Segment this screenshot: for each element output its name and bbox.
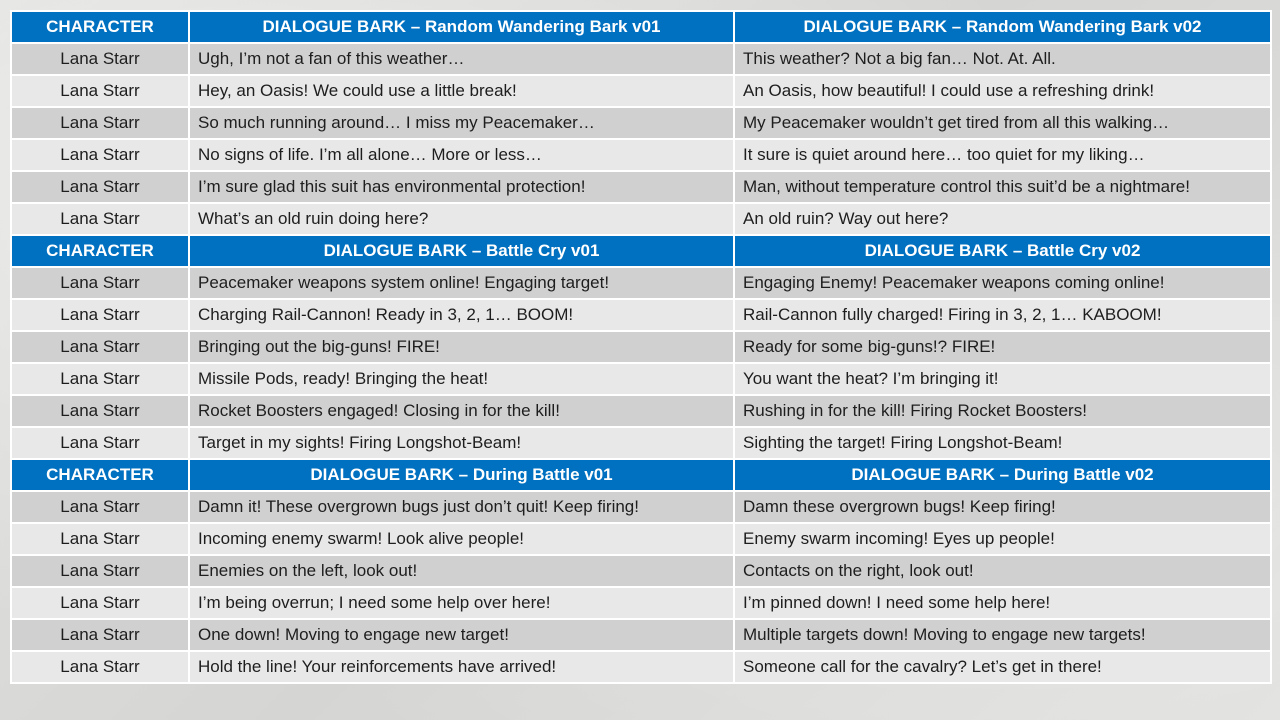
section-header-battle-cry [11, 235, 1271, 267]
table-row [11, 427, 1271, 459]
line-v01-cell: What’s an old ruin doing here? [189, 203, 734, 235]
character-cell: Lana Starr [11, 171, 189, 203]
table-row [11, 43, 1271, 75]
line-v02-cell: Damn these overgrown bugs! Keep firing! [734, 491, 1271, 523]
header-v02: DIALOGUE BARK – During Battle v02 [734, 459, 1271, 491]
character-cell: Lana Starr [11, 363, 189, 395]
section-header-random-wandering [11, 11, 1271, 43]
line-v02-cell: It sure is quiet around here… too quiet for my liking… [734, 139, 1271, 171]
line-v01-cell: Charging Rail-Cannon! Ready in 3, 2, 1… BOOM! [189, 299, 734, 331]
line-v02-cell: Contacts on the right, look out! [734, 555, 1271, 587]
line-v02-cell: An Oasis, how beautiful! I could use a refreshing drink! [734, 75, 1271, 107]
character-cell: Lana Starr [11, 555, 189, 587]
table-row [11, 491, 1271, 523]
table-row [11, 363, 1271, 395]
dialogue-bark-sheet [10, 10, 1270, 682]
line-v01-cell: I’m sure glad this suit has environmental protection! [189, 171, 734, 203]
table-row [11, 299, 1271, 331]
line-v01-cell: Incoming enemy swarm! Look alive people! [189, 523, 734, 555]
table-row [11, 75, 1271, 107]
line-v01-cell: No signs of life. I’m all alone… More or less… [189, 139, 734, 171]
character-cell: Lana Starr [11, 587, 189, 619]
line-v02-cell: Enemy swarm incoming! Eyes up people! [734, 523, 1271, 555]
line-v01-cell: Peacemaker weapons system online! Engaging target! [189, 267, 734, 299]
line-v01-cell: Rocket Boosters engaged! Closing in for the kill! [189, 395, 734, 427]
table-row [11, 139, 1271, 171]
character-cell: Lana Starr [11, 203, 189, 235]
line-v01-cell: So much running around… I miss my Peacemaker… [189, 107, 734, 139]
line-v01-cell: Missile Pods, ready! Bringing the heat! [189, 363, 734, 395]
header-v01: DIALOGUE BARK – Battle Cry v01 [189, 235, 734, 267]
table-row [11, 203, 1271, 235]
line-v01-cell: One down! Moving to engage new target! [189, 619, 734, 651]
table-row [11, 523, 1271, 555]
line-v02-cell: This weather? Not a big fan… Not. At. All. [734, 43, 1271, 75]
character-cell: Lana Starr [11, 107, 189, 139]
table-row [11, 267, 1271, 299]
table-row [11, 395, 1271, 427]
line-v01-cell: Target in my sights! Firing Longshot-Beam! [189, 427, 734, 459]
table-row [11, 587, 1271, 619]
table-row [11, 619, 1271, 651]
character-cell: Lana Starr [11, 299, 189, 331]
line-v02-cell: You want the heat? I’m bringing it! [734, 363, 1271, 395]
character-cell: Lana Starr [11, 523, 189, 555]
header-character: CHARACTER [11, 459, 189, 491]
header-v01: DIALOGUE BARK – Random Wandering Bark v01 [189, 11, 734, 43]
line-v02-cell: Ready for some big-guns!? FIRE! [734, 331, 1271, 363]
header-character: CHARACTER [11, 11, 189, 43]
line-v02-cell: Engaging Enemy! Peacemaker weapons coming online! [734, 267, 1271, 299]
line-v02-cell: Sighting the target! Firing Longshot-Beam! [734, 427, 1271, 459]
line-v01-cell: Hold the line! Your reinforcements have arrived! [189, 651, 734, 683]
character-cell: Lana Starr [11, 139, 189, 171]
line-v02-cell: Rushing in for the kill! Firing Rocket Boosters! [734, 395, 1271, 427]
table-row [11, 171, 1271, 203]
line-v01-cell: Bringing out the big-guns! FIRE! [189, 331, 734, 363]
dialogue-bark-table [10, 10, 1272, 684]
line-v02-cell: I’m pinned down! I need some help here! [734, 587, 1271, 619]
character-cell: Lana Starr [11, 331, 189, 363]
line-v02-cell: My Peacemaker wouldn’t get tired from all this walking… [734, 107, 1271, 139]
header-v02: DIALOGUE BARK – Battle Cry v02 [734, 235, 1271, 267]
character-cell: Lana Starr [11, 43, 189, 75]
character-cell: Lana Starr [11, 267, 189, 299]
header-v01: DIALOGUE BARK – During Battle v01 [189, 459, 734, 491]
table-row [11, 651, 1271, 683]
line-v01-cell: Ugh, I’m not a fan of this weather… [189, 43, 734, 75]
character-cell: Lana Starr [11, 491, 189, 523]
table-row [11, 331, 1271, 363]
header-v02: DIALOGUE BARK – Random Wandering Bark v02 [734, 11, 1271, 43]
character-cell: Lana Starr [11, 75, 189, 107]
line-v02-cell: An old ruin? Way out here? [734, 203, 1271, 235]
section-header-during-battle [11, 459, 1271, 491]
line-v02-cell: Someone call for the cavalry? Let’s get in there! [734, 651, 1271, 683]
line-v02-cell: Man, without temperature control this suit’d be a nightmare! [734, 171, 1271, 203]
character-cell: Lana Starr [11, 395, 189, 427]
line-v01-cell: I’m being overrun; I need some help over here! [189, 587, 734, 619]
line-v02-cell: Rail-Cannon fully charged! Firing in 3, 2, 1… KABOOM! [734, 299, 1271, 331]
character-cell: Lana Starr [11, 619, 189, 651]
line-v01-cell: Damn it! These overgrown bugs just don’t quit! Keep firing! [189, 491, 734, 523]
table-row [11, 107, 1271, 139]
table-row [11, 555, 1271, 587]
character-cell: Lana Starr [11, 427, 189, 459]
line-v02-cell: Multiple targets down! Moving to engage new targets! [734, 619, 1271, 651]
header-character: CHARACTER [11, 235, 189, 267]
line-v01-cell: Enemies on the left, look out! [189, 555, 734, 587]
character-cell: Lana Starr [11, 651, 189, 683]
line-v01-cell: Hey, an Oasis! We could use a little break! [189, 75, 734, 107]
